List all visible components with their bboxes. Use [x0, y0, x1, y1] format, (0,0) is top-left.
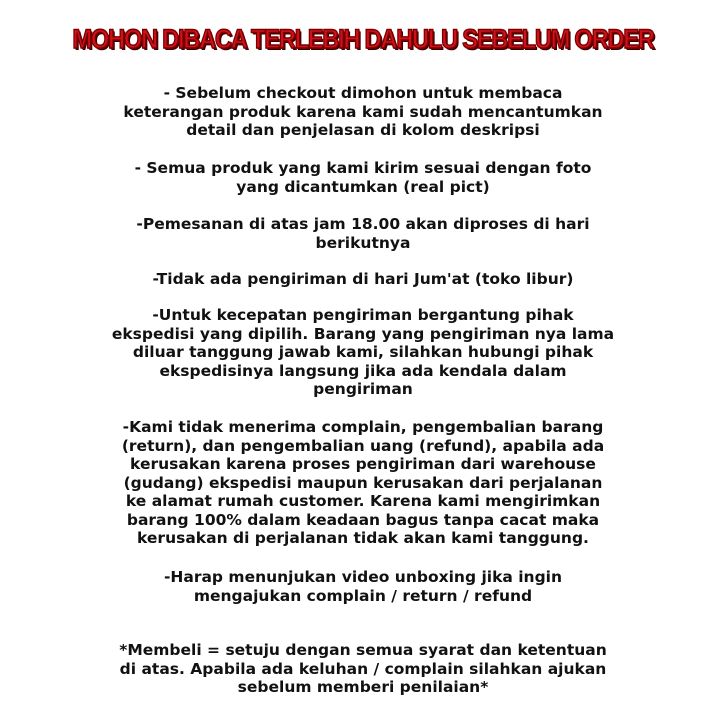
- notice-paragraph-checkout: [90, 84, 636, 140]
- paragraph-line: -Untuk kecepatan pengiriman bergantung pihak: [152, 306, 574, 324]
- paragraph-line: (return), dan pengembalian uang (refund), apabila ada: [121, 436, 605, 455]
- page-title: MOHON DIBACA TERLEBIH DAHULU SEBELUM ORDER: [72, 24, 654, 54]
- paragraph-line: ekspedisinya langsung jika ada kendala dalam: [159, 361, 567, 380]
- notice-paragraph-agreement: [90, 641, 636, 697]
- paragraph-line: pengiriman: [313, 380, 413, 398]
- paragraph-line: ekspedisi yang dipilih. Barang yang pengiriman nya lama: [111, 324, 615, 343]
- paragraph-line: berikutnya: [315, 233, 411, 252]
- notice-paragraph-real-pict: [90, 159, 636, 196]
- notice-paragraph-friday: [90, 270, 636, 289]
- paragraph-line: sebelum memberi penilaian*: [237, 678, 489, 696]
- paragraph-line: -Tidak ada pengiriman di hari Jum'at (toko libur): [152, 270, 574, 288]
- paragraph-line: -Pemesanan di atas jam 18.00 akan diproses di hari: [136, 215, 590, 233]
- paragraph-line: keterangan produk karena kami sudah mencantumkan: [123, 102, 603, 121]
- notice-paragraph-no-complain: [90, 418, 636, 548]
- paragraph-line: diluar tanggung jawab kami, silahkan hubungi pihak: [132, 343, 594, 361]
- paragraph-line: *Membeli = setuju dengan semua syarat dan ketentuan: [119, 641, 607, 659]
- paragraph-line: ke alamat rumah customer. Karena kami mengirimkan: [125, 492, 601, 510]
- notice-paragraph-unboxing: [90, 568, 636, 605]
- paragraph-line: mengajukan complain / return / refund: [193, 586, 533, 605]
- paragraph-line: (gudang) ekspedisi maupun kerusakan dari perjalanan: [123, 473, 603, 492]
- notice-paragraph-shipping-speed: [90, 306, 636, 399]
- paragraph-line: - Semua produk yang kami kirim sesuai dengan foto: [134, 159, 592, 177]
- paragraph-line: - Sebelum checkout dimohon untuk membaca: [163, 84, 563, 102]
- paragraph-line: -Kami tidak menerima complain, pengembalian barang: [122, 418, 604, 436]
- paragraph-line: kerusakan karena proses pengiriman dari warehouse: [130, 455, 596, 473]
- paragraph-line: barang 100% dalam keadaan bagus tanpa cacat maka: [126, 510, 600, 529]
- notice-paragraph-order-time: [90, 215, 636, 252]
- paragraph-line: di atas. Apabila ada keluhan / complain silahkan ajukan: [119, 659, 607, 678]
- paragraph-line: -Harap menunjukan video unboxing jika ingin: [163, 568, 563, 586]
- paragraph-line: kerusakan di perjalanan tidak akan kami tanggung.: [137, 529, 589, 547]
- paragraph-line: yang dicantumkan (real pict): [236, 177, 490, 196]
- paragraph-line: detail dan penjelasan di kolom deskripsi: [186, 121, 540, 139]
